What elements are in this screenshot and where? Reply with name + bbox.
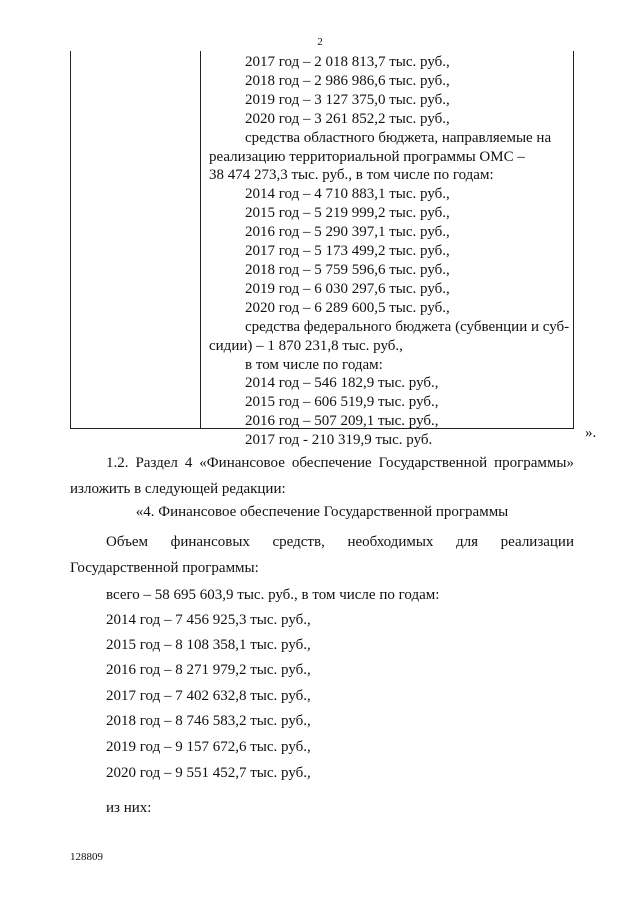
year-line: 2019 год – 9 157 672,6 тыс. руб., xyxy=(106,739,311,755)
table-line: 2019 год – 3 127 375,0 тыс. руб., xyxy=(245,91,450,108)
table-line: средства областного бюджета, направляемые на xyxy=(245,129,552,146)
section-heading: «4. Финансовое обеспечение Государственной программы xyxy=(135,504,509,520)
year-line: 2018 год – 8 746 583,2 тыс. руб., xyxy=(106,713,311,729)
table-line: средства федерального бюджета (субвенции и суб- xyxy=(245,318,570,335)
table-line: 2017 год - 210 319,9 тыс. руб. xyxy=(245,432,433,449)
table-line: 2020 год – 6 289 600,5 тыс. руб., xyxy=(245,299,450,316)
year-line: 2017 год – 7 402 632,8 тыс. руб., xyxy=(106,688,311,704)
table-line: 2019 год – 6 030 297,6 тыс. руб., xyxy=(245,280,450,297)
amendment-intro: 1.2. Раздел 4 «Финансовое обеспечение Государственной программы» изложить в следующей редакции: xyxy=(70,455,574,497)
table-line: 2020 год – 3 261 852,2 тыс. руб., xyxy=(245,110,450,127)
year-line: 2014 год – 7 456 925,3 тыс. руб., xyxy=(106,612,311,628)
year-line: 2020 год – 9 551 452,7 тыс. руб., xyxy=(106,765,311,781)
year-line: 2016 год – 8 271 979,2 тыс. руб., xyxy=(106,662,311,678)
table-line: 2016 год – 507 209,1 тыс. руб., xyxy=(245,413,439,430)
closing-quote: ». xyxy=(585,425,597,441)
table-line: 2018 год – 5 759 596,6 тыс. руб., xyxy=(245,261,450,278)
total-line: всего – 58 695 603,9 тыс. руб., в том числе по годам: xyxy=(106,587,440,603)
of-them-line: из них: xyxy=(106,800,152,816)
volume-paragraph: Объем финансовых средств, необходимых для реализации Государственной программы: xyxy=(70,534,574,576)
table-line: в том числе по годам: xyxy=(245,356,383,373)
table-cell-funding xyxy=(201,51,573,450)
table-line: 2015 год – 606 519,9 тыс. руб., xyxy=(245,394,439,411)
table-line: 2014 год – 546 182,9 тыс. руб., xyxy=(245,375,439,392)
table-line: сидии) – 1 870 231,8 тыс. руб., xyxy=(209,337,403,354)
table-line: реализацию территориальной программы ОМС – xyxy=(209,148,525,165)
table-line: 2018 год – 2 986 986,6 тыс. руб., xyxy=(245,72,450,89)
table-line: 2014 год – 4 710 883,1 тыс. руб., xyxy=(245,186,450,203)
table-line: 2017 год – 2 018 813,7 тыс. руб., xyxy=(245,54,450,70)
funding-table xyxy=(70,51,574,449)
table-line: 2015 год – 5 219 999,2 тыс. руб., xyxy=(245,205,450,222)
table-line: 2017 год – 5 173 499,2 тыс. руб., xyxy=(245,243,450,260)
table-line: 38 474 273,3 тыс. руб., в том числе по годам: xyxy=(209,167,494,184)
year-line: 2015 год – 8 108 358,1 тыс. руб., xyxy=(106,637,311,653)
page-number: 2 xyxy=(317,36,323,48)
table-line: 2016 год – 5 290 397,1 тыс. руб., xyxy=(245,224,450,241)
document-code: 128809 xyxy=(70,851,103,863)
